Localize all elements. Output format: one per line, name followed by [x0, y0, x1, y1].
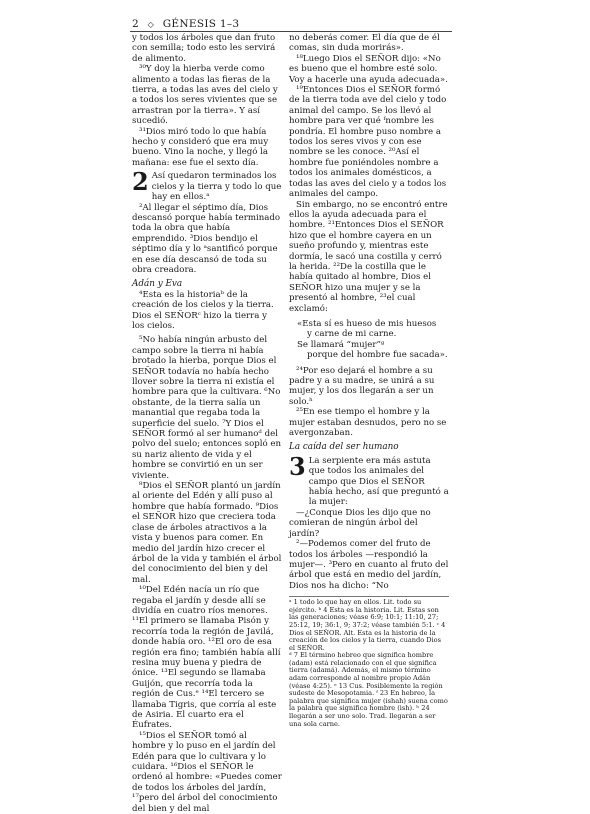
poem-line: y carne de mi carne.: [307, 329, 397, 340]
left-column: [132, 33, 282, 814]
footnote: ᵃ 1 todo lo que hay en ellos. Lit. todo su ejército. ᵇ 4 Esta es la historia. Lit. Estas son las generaciones; véase 6:9; 10:1; 11:10, 27; 25:12, 19; 36:1, 9; 37:2; véase también 5:1. ᶜ 4 Dios el SEÑOR. Alt. Esta es la historia de la creación de los cielos y la tierra, cuando Dios el SEÑOR.: [289, 598, 446, 652]
section-heading: Adán y Eva: [132, 279, 183, 290]
paragraph: ¹⁸Luego Dios el SEÑOR dijo: «No es bueno que el hombre esté solo. Voy a hacerle una ayuda adecuada».: [289, 53, 448, 85]
chapter-opening-text: La serpiente era más astuta que todos los animales del campo que Dios el SEÑOR había hecho, así que preguntó a la mujer:: [308, 455, 449, 508]
poem-line: «Esta sí es hueso de mis huesos: [297, 318, 437, 329]
running-header: [132, 18, 239, 30]
header-rule: [130, 31, 452, 32]
chapter-number: 2: [132, 167, 149, 197]
paragraph: ⁴Esta es la historiaᵇ de la creación de los cielos y la tierra. Dios el SEÑORᶜ hizo la tierra y los cielos.: [132, 289, 274, 331]
paragraph: —¿Conque Dios les dijo que no comieran de ningún árbol del jardín?: [289, 507, 431, 539]
page-number: 2: [132, 18, 139, 30]
footnotes: [289, 596, 449, 728]
paragraph: ⁵No había ningún arbusto del campo sobre la tierra ni había brotado la hierba, porque Dios el SEÑOR todavía no había hecho llover sobre la tierra ni existía el hombre para que la cultivara. ⁶No obstante, de la tierra salía un manantial que regaba toda la superficie del suelo. ⁷Y Dios el SEÑOR formó al ser humanoᵈ del polvo del suelo; entonces sopló en su nariz aliento de vida y el hombre se convirtió en un ser viviente.: [132, 335, 282, 481]
paragraph: ²⁵En ese tiempo el hombre y la mujer estaban desnudos, pero no se avergonzaban.: [289, 407, 447, 439]
paragraph: ³⁰Y doy la hierba verde como alimento a todas las fieras de la tierra, a todas las aves del cielo y a todos los seres vivientes que se arrastran por la tierra». Y así sucedió.: [132, 64, 278, 127]
poem: [289, 319, 449, 361]
paragraph: Sin embargo, no se encontró entre ellos la ayuda adecuada para el hombre. ²¹Entonces Dios el SEÑOR hizo que el hombre cayera en un sueño profundo y, mientras este dormía, le sacó una costilla y cerró la herida. ²²De la costilla que le había quitado al hombre, Dios el SEÑOR hizo una mujer y se la presentó al hombre, ²³el cual exclamó:: [289, 199, 448, 314]
chapter-number: 3: [289, 451, 306, 481]
poem-line: Se llamará “mujer”ᵍ: [297, 339, 385, 350]
paragraph: ²Al llegar el séptimo día, Dios descansó porque había terminado toda la obra que había emprendido. ³Dios bendijo el séptimo día y lo ᵃsantificó porque en ese día descansó de toda su obra creadora.: [132, 202, 281, 275]
chapter-2-opening: [132, 167, 282, 203]
paragraph: ³¹Dios miró todo lo que había hecho y consideró que era muy bueno. Vino la noche, y llegó la mañana: ese fue el sexto día.: [132, 126, 269, 168]
paragraph: ²—Podemos comer del fruto de todos los árboles —respondió la mujer—. ³Pero en cuanto al fruto del árbol que está en medio del jardín, Dios nos ha dicho: “No: [289, 539, 449, 591]
paragraph: ¹⁵Dios el SEÑOR tomó al hombre y lo puso en el jardín del Edén para que lo cultivara y lo cuidara. ¹⁶Dios el SEÑOR le ordenó al hombre: «Puedes comer de todos los árboles del jardín, ¹⁷pero del árbol del conocimiento del bien y del mal: [132, 730, 282, 814]
chapter-opening-text: Así quedaron terminados los cielos y la tierra y todo lo que hay en ellos.ᵃ: [151, 171, 282, 203]
paragraph: no deberás comer. El día que de él comas, sin duda morirás».: [289, 33, 440, 54]
chapter-3-opening: [289, 451, 449, 508]
footnote: ᵈ 7 El término hebreo que significa hombre (adam) está relacionado con el que significa tierra (adamá). Además, el mismo término adam corresponde al nombre propio Adán (véase 4:25). ᵉ 13 Cus. Posiblemente la región sudeste de Mesopotamia. ᶠ 23 En hebreo, la palabra que significa mujer (ishah) suena como la palabra que significa hombre (ish). ʰ 24 llegarán a ser uno solo. Trad. llegarán a ser una sola carne.: [289, 651, 448, 728]
paragraph: ¹⁹Entonces Dios el SEÑOR formó de la tierra toda ave del cielo y todo animal del campo. Se los llevó al hombre para ver qué ᶠnombre les pondría. El hombre puso nombre a todos los seres vivos y con ese nombre se les conoce. ²⁰Así el hombre fue poniéndoles nombre a todos los animales domésticos, a todas las aves del cielo y a todos los animales del campo.: [289, 85, 447, 200]
paragraph: ¹⁰Del Edén nacía un río que regaba el jardín y desde allí se dividía en cuatro ríos menores. ¹¹El primero se llamaba Pisón y recorría toda la región de Javilá, donde había oro. ¹²El oro de esa región era fino; también había allí resina muy buena y piedra de ónice. ¹³El segundo se llamaba Guijón, que recorría toda la región de Cus.ᵉ ¹⁴El tercero se llamaba Tigris, que corría al este de Asiria. El cuarto era el Éufrates.: [132, 585, 281, 731]
section-heading: La caída del ser humano: [289, 442, 399, 453]
paragraph: ²⁴Por eso dejará el hombre a su padre y a su madre, se unirá a su mujer, y los dos llegarán a ser un solo.ʰ: [289, 365, 435, 407]
poem-line: porque del hombre fue sacada».: [307, 350, 448, 361]
header-separator: ◇: [147, 20, 155, 29]
book-reference: GÉNESIS 1–3: [162, 18, 240, 30]
right-column: [289, 33, 449, 728]
paragraph: y todos los árboles que dan fruto con semilla; todo esto les servirá de alimento.: [132, 33, 276, 64]
paragraph: ⁸Dios el SEÑOR plantó un jardín al oriente del Edén y allí puso al hombre que había formado. ⁹Dios el SEÑOR hizo que creciera toda clase de árboles atractivos a la vista y buenos para comer. En medio del jardín hizo crecer el árbol de la vida y también el árbol del conocimiento del bien y del mal.: [132, 481, 282, 585]
